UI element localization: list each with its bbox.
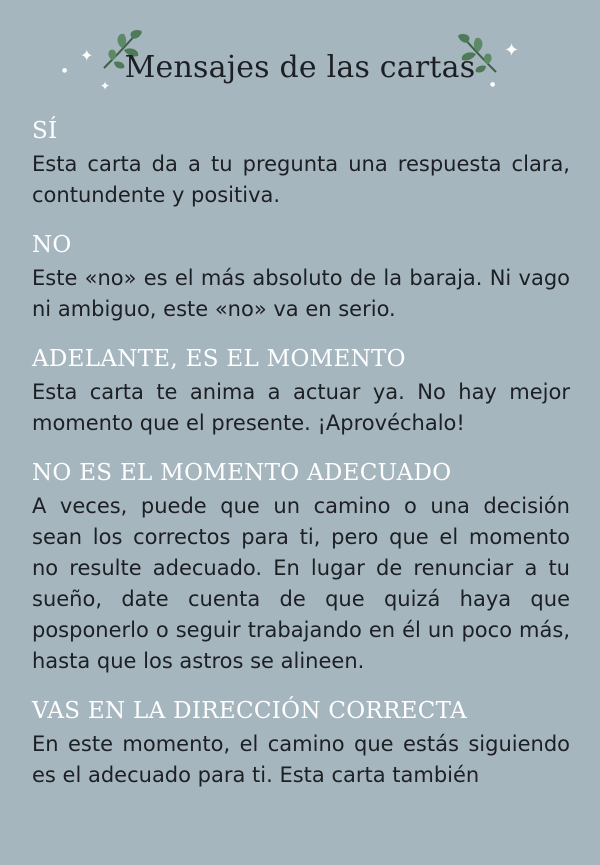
section-body: En este momento, el camino que estás siguiendo es el adecuado para ti. Esta carta también <box>32 732 570 787</box>
message-section <box>32 228 570 325</box>
message-section <box>32 114 570 211</box>
page-title: Mensajes de las cartas <box>124 50 476 85</box>
section-body: Esta carta da a tu pregunta una respuesta clara, contundente y positiva. <box>32 152 570 207</box>
section-title: SÍ <box>32 118 58 144</box>
section-body: Este «no» es el más absoluto de la baraja. Ni vago ni ambiguo, este «no» va en serio. <box>32 266 570 321</box>
section-body: Esta carta te anima a actuar ya. No hay mejor momento que el presente. ¡Aprovéchalo! <box>32 380 570 435</box>
section-title: VAS EN LA DIRECCIÓN CORRECTA <box>32 698 467 724</box>
section-title: ADELANTE, ES EL MOMENTO <box>32 346 406 372</box>
page-header <box>0 28 600 108</box>
message-section <box>32 694 570 791</box>
card-messages-list <box>32 114 570 808</box>
sparkle-icon: ● <box>62 67 68 74</box>
section-title: NO ES EL MOMENTO ADECUADO <box>32 460 452 486</box>
sparkle-icon: ✦ <box>100 79 111 93</box>
section-body: A veces, puede que un camino o una decisión sean los correctos para ti, pero que el momento no resulte adecuado. En lugar de renunciar a tu sueño, date cuenta de que quizá haya que posponerlo o seguir trabajando en él un poco más, hasta que los astros se alineen. <box>32 494 570 673</box>
message-section <box>32 456 570 677</box>
message-section <box>32 342 570 439</box>
sparkle-icon: ● <box>490 81 496 88</box>
sparkle-icon: ✦ <box>80 46 94 65</box>
sparkle-icon: ✦ <box>504 40 520 61</box>
section-title: NO <box>32 232 72 258</box>
